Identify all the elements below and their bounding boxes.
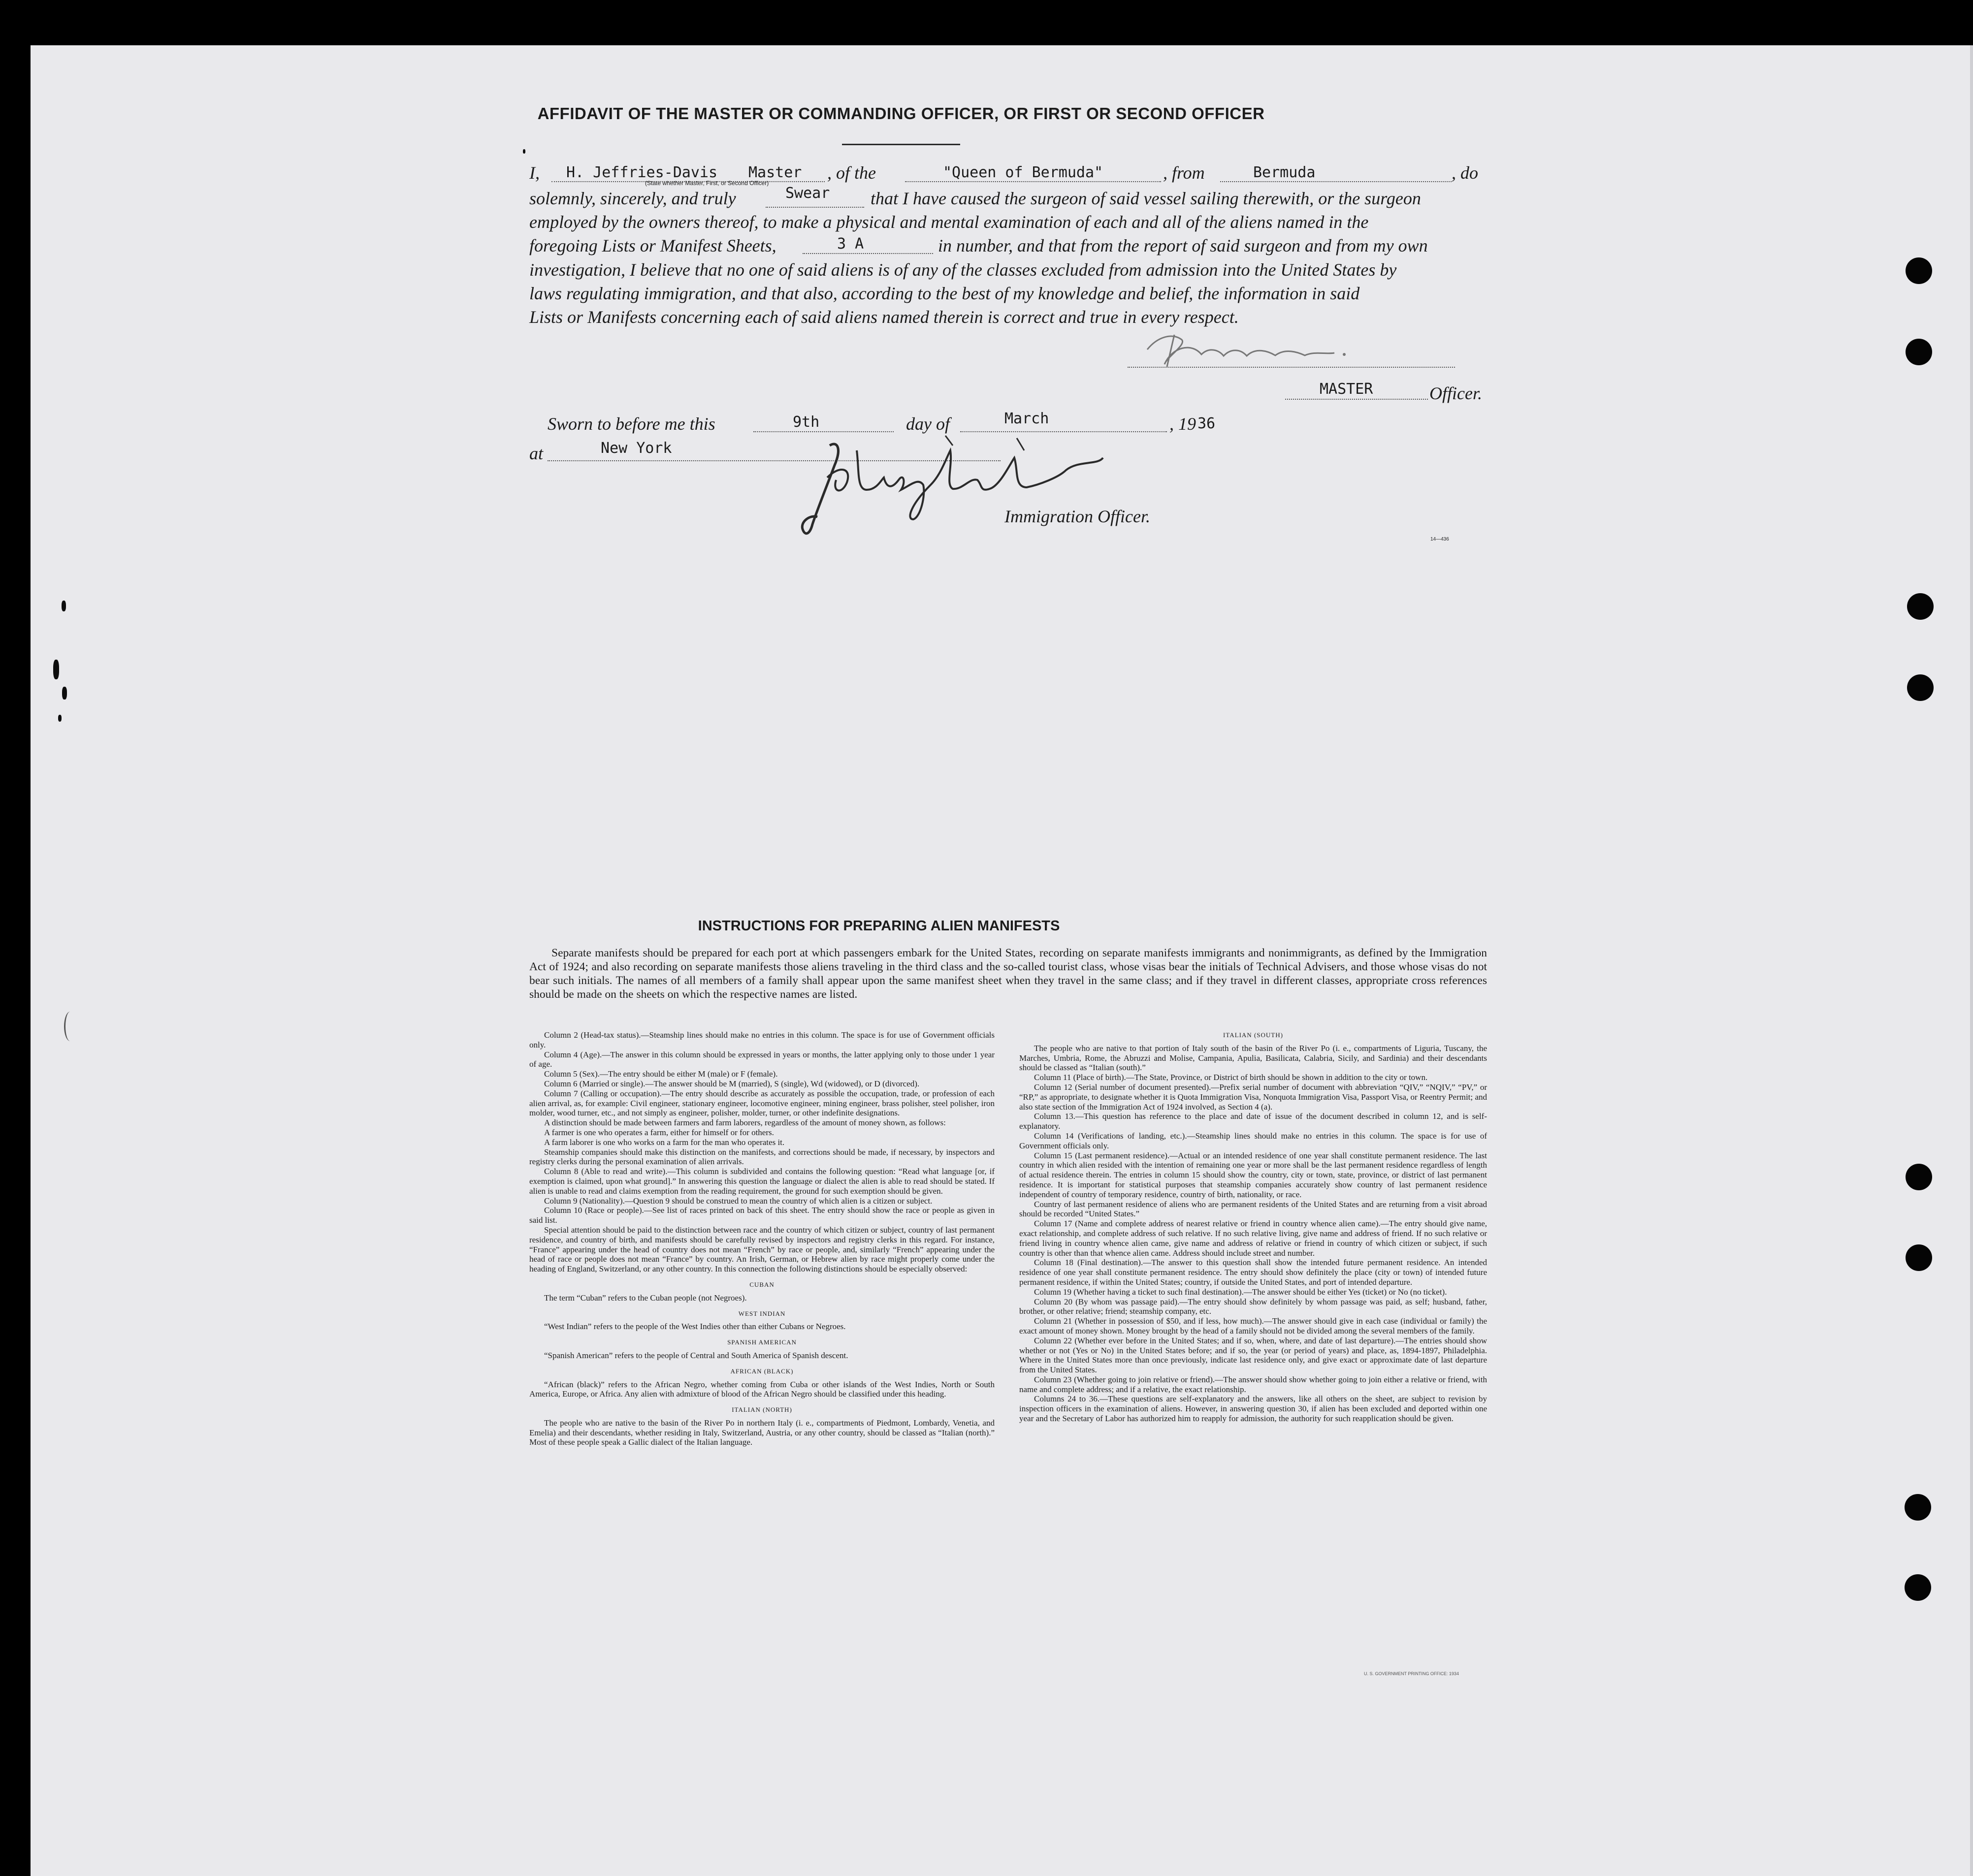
section-heading-italian-south: ITALIAN (SOUTH) (1223, 1031, 1283, 1039)
word-do: , do (1452, 163, 1478, 183)
instruction-paragraph: A farm laborer is one who works on a farm for the man who operates it. (544, 1137, 785, 1147)
section-heading-cuban: CUBAN (749, 1280, 775, 1288)
section-heading-italian-north: ITALIAN (NORTH) (732, 1406, 792, 1414)
instruction-paragraph: The term “Cuban” refers to the Cuban people (not Negroes). (544, 1293, 747, 1303)
instructions-intro: Separate manifests should be prepared for each port at which passengers embark for the United States, recording on separate manifests immigrants and nonimmigrants, as defined by the Immigration Act of 1924; and also recording on separate manifests those aliens traveling in the third class and the so-called tourist class, whose visas bear the initials of Technical Advisers, and those whose visas do not bear such initials. The names of all members of a family shall appear upon the same manifest sheet when they travel in the same class; and if they travel in different classes, appropriate cross references should be made on the sheets on which the respective names are listed. (529, 947, 1487, 1001)
instructions-title: INSTRUCTIONS FOR PREPARING ALIEN MANIFESTS (698, 918, 1060, 934)
instruction-paragraph: Column 10 (Race or people).—See list of races printed on back of this sheet. The entry should show the race or people as given in said list. (529, 1206, 995, 1225)
instruction-paragraph: Column 9 (Nationality).—Question 9 should be construed to mean the country of which alien is a citizen or subject. (544, 1196, 933, 1206)
instruction-paragraph: Column 20 (By whom was passage paid).—The entry should show definitely by whom passage was paid, as self; husband, father, brother, or other relative; friend; steamship company, etc. (1019, 1297, 1487, 1316)
binder-hole (1905, 1494, 1931, 1521)
binder-hole (1905, 1574, 1931, 1601)
instruction-paragraph: Column 22 (Whether ever before in the United States; and if so, when, where, and date of last departure).—The entries should show whether or not (Yes or No) in the United States before; and if so, the year (or period of years) and place, as, 1894-1897, Philadelphia. Where in the United States more than once previously, indicate last residence only, and give exact or approximate date of last departure from the United States. (1019, 1335, 1487, 1375)
rank-value: Master (748, 164, 802, 181)
affidavit-line-7: Lists or Manifests concerning each of said aliens named therein is correct and true in every respect. (529, 307, 1239, 327)
word-at: at (529, 444, 544, 463)
word-solemnly: solemnly, sincerely, and truly (529, 189, 736, 208)
word-day-of: day of (906, 414, 950, 434)
immigration-officer-label: Immigration Officer. (1004, 507, 1150, 526)
instruction-paragraph: “African (black)” refers to the African Negro, whether coming from Cuba or other islands of the West Indies, North or South America, Europe, or Africa. Any alien with admixture of blood of the African Negro should be classified under this heading. (529, 1379, 995, 1399)
instruction-paragraph: Column 13.—This question has reference to the place and date of issue of the document described in column 12, and is self-explanatory. (1019, 1112, 1487, 1131)
month-value: March (1004, 410, 1049, 427)
instruction-paragraph: Column 15 (Last permanent residence).—Actual or an intended residence of one year shall constitute permanent residence. The last country in which alien resided with the intention of remaining one year or more shall be the last permanent residence regardless of length of actual residence therein. The entries in column 15 should show the country, city or town, state, province, or district of last permanent residence. It is important for statistical purposes that steamship companies accurately show country of last permanent residence independent of country of temporary residence, country of birth, nationality, or race. (1019, 1150, 1487, 1199)
master-signature-line (1128, 367, 1455, 368)
binder-hole (1907, 674, 1934, 701)
word-officer: Officer. (1429, 383, 1482, 403)
ship-value: "Queen of Bermuda" (943, 164, 1103, 181)
officer-rank-line (1285, 399, 1428, 400)
affidavit-line-2b: that I have caused the surgeon of said vessel sailing therewith, or the surgeon (871, 189, 1421, 208)
word-i: I, (529, 163, 540, 183)
instruction-paragraph: Column 12 (Serial number of document presented).—Prefix serial number of document with abbreviation “QIV,” “NQIV,” “PV,” or “RP,” as appropriate, to designate whether it is Quota Immigration Visa, Nonquota Immigration Visa, Passport Visa, or Reentry Permit; and also state section of the Immigration Act of 1924 involved, as Section 4 (a). (1019, 1082, 1487, 1112)
instruction-paragraph: “Spanish American” refers to the people of Central and South America of Spanish descent. (544, 1350, 848, 1360)
instruction-paragraph: Column 4 (Age).—The answer in this column should be expressed in years or months, the latter applying only to those under 1 year of age. (529, 1049, 995, 1069)
master-name-value: H. Jeffries-Davis (566, 164, 718, 181)
year-prefix: , 19 (1169, 414, 1196, 434)
year-value: 36 (1197, 415, 1216, 432)
instruction-paragraph: “West Indian” refers to the people of the West Indies other than either Cubans or Negroes. (544, 1322, 846, 1332)
binder-hole (1907, 593, 1934, 620)
instruction-paragraph: The people who are native to that portion of Italy south of the basin of the River Po (i. e., compartments of Liguria, Tuscany, the Marches, Umbria, Rome, the Abruzzi and Molise, Campania, Apulia, Basilicata, Calabria, Sicily, and Sardinia) and their descendants should be classed as “Italian (south).” (1019, 1043, 1487, 1073)
instruction-paragraph: Column 19 (Whether having a ticket to such final destination).—The answer should be either Yes (ticket) or No (no ticket). (1034, 1287, 1447, 1297)
instruction-paragraph: Special attention should be paid to the distinction between race and the country of which citizen or subject, country of last permanent residence, and country of birth, and manifests should be carefully revised by inspectors and registry clerks in this regard. For instance, “France” appearing under the head of country does not mean “French” by race or people, and, similarly “French” appearing under the head of race or people does not mean “France” by country. An Irish, German, or Hebrew alien by race might properly come under the heading of England, Switzerland, or any other country. In this connection the following distinctions should be especially observed: (529, 1225, 995, 1274)
ship-field-line (905, 181, 1161, 182)
ink-speck (53, 660, 59, 679)
instruction-paragraph: Column 21 (Whether in possession of $50, and if less, how much).—The answer should give in each case (individual or family) the exact amount of money shown. Money brought by the head of a family should not be divided among the several members of the family. (1019, 1316, 1487, 1335)
instruction-paragraph: Column 5 (Sex).—The entry should be either M (male) or F (female). (544, 1069, 778, 1079)
section-heading-west-indian: WEST INDIAN (738, 1309, 786, 1317)
immigration-officer-signature (783, 431, 1123, 544)
rank-note: (State whether Master, First, or Second Officer) (645, 180, 769, 187)
instruction-paragraph: Column 8 (Able to read and write).—This column is subdivided and contains the following question: “Read what language [or, if exemption is claimed, upon what ground].” In answering this question the language or dialect the alien is able to read should be stated. If alien is unable to read and claims exemption from the reading requirement, the ground for such exemption should be given. (529, 1167, 995, 1196)
word-of-the: , of the (827, 163, 876, 183)
instruction-paragraph: Column 17 (Name and complete address of nearest relative or friend in country whence alien came).—The entry should give name, exact relationship, and complete address of such relative. If no such relative living, give name and address of friend. If no such relative or friend living in country whence alien came, give name and address of relative or friend in country of which citizen or subject, if such country is other than that whence alien came. Address should include street and number. (1019, 1219, 1487, 1258)
instruction-paragraph: Column 7 (Calling or occupation).—The entry should describe as accurately as possible the occupation, trade, or profession of each alien arrival, as, for example: Civil engineer, stationary engineer, locomotive engineer, mining engineer, brass polisher, steel polisher, iron molder, wood turner, etc., and not simply as engineer, polisher, molder, turner, or other indefinite designations. (529, 1088, 995, 1118)
affidavit-line-4a: foregoing Lists or Manifest Sheets, (529, 236, 776, 255)
instruction-paragraph: Column 2 (Head-tax status).—Steamship lines should make no entries in this column. The space is for use of Government officials only. (529, 1030, 995, 1049)
ink-speck (523, 149, 525, 154)
instruction-paragraph: Country of last permanent residence of aliens who are permanent residents of the United States and are returning from a visit abroad should be recorded “United States.” (1019, 1199, 1487, 1219)
form-number: 14—436 (1430, 537, 1449, 542)
instruction-paragraph: A distinction should be made between farmers and farm laborers, regardless of the amount of money shown, as follows: (544, 1118, 946, 1128)
binder-hole (1906, 1164, 1932, 1190)
ink-speck (58, 715, 62, 722)
binder-hole (1906, 1244, 1932, 1271)
binder-hole (1906, 257, 1932, 284)
oath-field-line (766, 207, 864, 208)
sheets-field-line (803, 253, 933, 254)
instruction-paragraph: A farmer is one who operates a farm, either for himself or for others. (544, 1127, 774, 1137)
port-field-line (1220, 181, 1452, 182)
instructions-left-column (529, 1030, 995, 1447)
instruction-paragraph: Column 23 (Whether going to join relative or friend).—The answer should show whether going to join either a relative or friend, with name and complete address; and if a relative, the exact relationship. (1019, 1374, 1487, 1394)
word-from: , from (1163, 163, 1205, 183)
instruction-paragraph: Column 11 (Place of birth).—The State, Province, or District of birth should be shown in addition to the city or town. (1034, 1073, 1428, 1082)
ink-speck (62, 687, 67, 700)
affidavit-title: AFFIDAVIT OF THE MASTER OR COMMANDING OFFICER, OR FIRST OR SECOND OFFICER (537, 104, 1265, 123)
pencil-mark (64, 1012, 76, 1041)
instruction-paragraph: Steamship companies should make this distinction on the manifests, and corrections should be made, if necessary, by inspectors and registry clerks during the personal examination of alien arrivals. (529, 1147, 995, 1167)
master-signature (1137, 327, 1364, 372)
instructions-right-column (1019, 1030, 1487, 1424)
place-value: New York (601, 440, 672, 457)
section-heading-african: AFRICAN (BLACK) (730, 1367, 794, 1375)
oath-value: Swear (785, 185, 830, 202)
affidavit-line-6: laws regulating immigration, and that also, according to the best of my knowledge and belief, the information in said (529, 284, 1360, 303)
title-rule (842, 144, 960, 145)
instruction-paragraph: Column 14 (Verifications of landing, etc.).—Steamship lines should make no entries in this column. The space is for use of Government officials only. (1019, 1131, 1487, 1150)
officer-rank-value: MASTER (1320, 381, 1373, 398)
day-value: 9th (793, 413, 820, 431)
instruction-paragraph: Column 18 (Final destination).—The answer to this question shall show the intended future permanent residence. An intended residence of one year shall constitute permanent residence. The entry should show definitely the place (city or town) of intended future permanent residence, if within the United States; country, if outside the United States, and port of intended departure. (1019, 1258, 1487, 1287)
instruction-paragraph: Columns 24 to 36.—These questions are self-explanatory and the answers, like all others on the sheet, are subject to revision by inspection officers in the examination of aliens. However, in answering question 30, if alien has been excluded and deported within one year and the Secretary of Labor has authorized him to reapply for admission, the authority for such reapplication should be given. (1019, 1394, 1487, 1424)
affidavit-line-3: employed by the owners thereof, to make a physical and mental examination of each and all of the aliens named in the (529, 212, 1369, 232)
page-edge (1970, 45, 1973, 1876)
binder-hole (1906, 339, 1932, 365)
section-heading-spanish-american: SPANISH AMERICAN (727, 1338, 797, 1346)
affidavit-line-5: investigation, I believe that no one of said aliens is of any of the classes excluded from admission into the United States by (529, 260, 1397, 280)
instruction-paragraph: The people who are native to the basin of the River Po in northern Italy (i. e., compartments of Piedmont, Lombardy, Venetia, and Emelia) and their descendants, whether residing in Italy, Switzerland, Austria, or any other country, should be classed as “Italian (north).” Most of these people speak a Gallic dialect of the Italian language. (529, 1418, 995, 1447)
affidavit-line-1 (529, 162, 540, 183)
instruction-paragraph: Column 6 (Married or single).—The answer should be M (married), S (single), Wd (widowed), or D (divorced). (544, 1079, 920, 1088)
port-value: Bermuda (1253, 164, 1316, 181)
ink-speck (62, 601, 66, 611)
word-sworn: Sworn to before me this (548, 414, 715, 434)
affidavit-line-4b: in number, and that from the report of said surgeon and from my own (938, 236, 1428, 255)
printer-imprint: U. S. GOVERNMENT PRINTING OFFICE: 1934 (1364, 1671, 1459, 1676)
sheets-value: 3 A (837, 235, 864, 253)
